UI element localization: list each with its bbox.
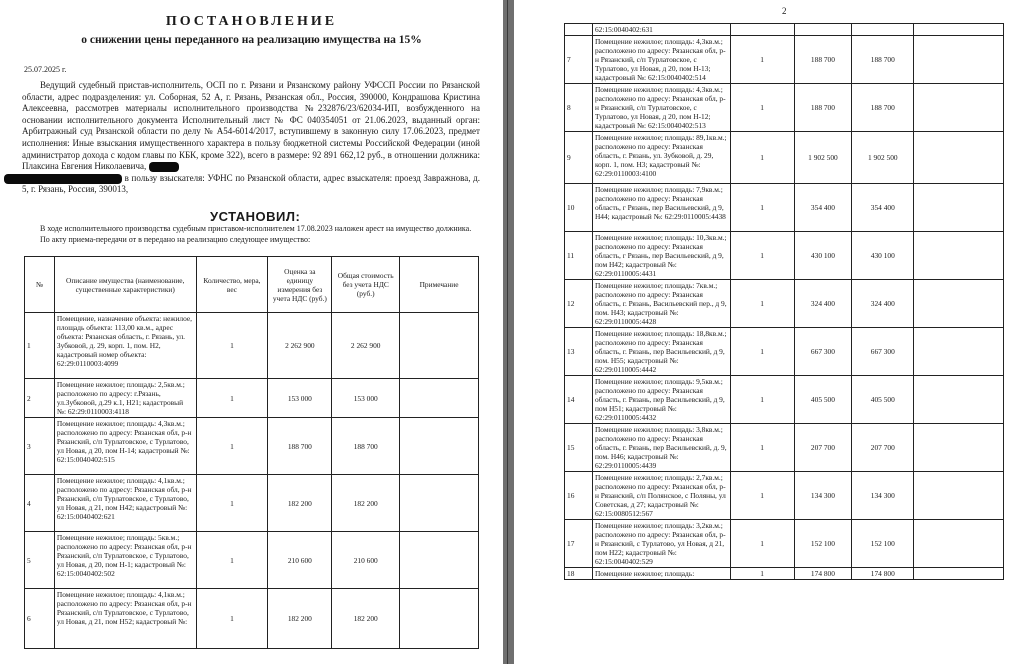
row-number-cell: 16 [565, 472, 593, 520]
total-cell: 207 700 [852, 424, 914, 472]
document-subtitle: о снижении цены переданного на реализацию имущества на 15% [81, 34, 422, 46]
table-row [25, 589, 479, 649]
row-number-cell: 18 [565, 568, 593, 580]
note-cell [914, 280, 1004, 328]
description-cell: Помещение нежилое; площадь: 4,3кв.м.; расположено по адресу: Рязанская обл, р-н Рязанский, с/п Турлатовское, с Турлатово, ул Новая, д 20, пом Н-13; кадастровый №: 62:15:0040402:514 [592, 36, 730, 84]
table-row [565, 472, 1004, 520]
note-cell [400, 313, 479, 379]
total-cell: 182 200 [332, 475, 400, 532]
note-cell [914, 132, 1004, 184]
description-cell: Помещение нежилое; площадь: 4,1кв.м.; расположено по адресу: Рязанская обл, р-н Рязанский, с/п Турлатовское, с Турлатово, ул Новая, д 21, пом Н42; кадастровый №: 62:15:0040402:621 [54, 475, 196, 532]
table-cell [852, 24, 914, 36]
quantity-cell: 1 [730, 280, 794, 328]
quantity-cell: 1 [730, 132, 794, 184]
description-cell: Помещение нежилое; площадь: 4,3кв.м.; расположено по адресу: Рязанская обл, р-н Рязанский, с/п Турлатовское, с Турлатово, ул Новая, д 20, пом Н-14; кадастровый №: 62:15:0040402:515 [54, 418, 196, 475]
description-cell: Помещение нежилое; площадь: 89,1кв.м.; расположено по адресу: Рязанская область, г. Рязань, ул. Зубковой, д. 29, корп. 1, пом. Н3; кадастровый №: 62:29:0110003:4100 [592, 132, 730, 184]
quantity-cell: 1 [196, 589, 268, 649]
description-cell: Помещение нежилое; площадь: 7,9кв.м.; расположено по адресу: Рязанская область, г Рязань, пер Васильевский, д 9, Н44; кадастровый №: 62:29:0110005:4438 [592, 184, 730, 232]
table-row [565, 132, 1004, 184]
quantity-cell: 1 [730, 84, 794, 132]
table-cell-fragment: 62:15:0040402:631 [592, 24, 730, 36]
row-number-cell: 1 [25, 313, 55, 379]
table-row [25, 418, 479, 475]
table-row [565, 424, 1004, 472]
note-cell [914, 84, 1004, 132]
transfer-text: По акту приема-передачи от в передано на реализацию следующее имущество: [40, 234, 311, 244]
note-cell [914, 376, 1004, 424]
note-cell [400, 379, 479, 418]
unit-price-cell: 152 100 [794, 520, 852, 568]
row-number-cell: 7 [565, 36, 593, 84]
quantity-cell: 1 [730, 232, 794, 280]
column-header-unit-price: Оценка за единицу измерения без учета НДС (руб.) [268, 257, 332, 313]
total-cell: 188 700 [852, 36, 914, 84]
unit-price-cell: 667 300 [794, 328, 852, 376]
column-header-quantity: Количество, мера, вес [196, 257, 268, 313]
document-title: ПОСТАНОВЛЕНИЕ [165, 14, 338, 29]
table-row [565, 36, 1004, 84]
table-row [565, 84, 1004, 132]
table-cell [565, 24, 593, 36]
description-cell: Помещение нежилое; площадь: 9,5кв.м.; расположено по адресу: Рязанская область, г. Рязань, пер Васильевский, д 9, пом Н51; кадастровый №: 62:29:0110005:4432 [592, 376, 730, 424]
unit-price-cell: 210 600 [268, 532, 332, 589]
document-date: 25.07.2025 г. [24, 65, 67, 74]
description-cell: Помещение нежилое; площадь: 10,3кв.м.; расположено по адресу: Рязанская область, г Рязань, пер Васильевский, д 9, пом Н42; кадастровый №: 62:29:0110005:4431 [592, 232, 730, 280]
row-number-cell: 11 [565, 232, 593, 280]
table-row [25, 532, 479, 589]
total-cell: 182 200 [332, 589, 400, 649]
document-page-2 [514, 0, 1024, 664]
total-cell: 405 500 [852, 376, 914, 424]
description-cell: Помещение нежилое; площадь: 2,7кв.м.; расположено по адресу: Рязанская обл, р-н Рязанский, с/п Полянское, с Поляны, ул Советская, д 27; кадастровый №: 62:15:0080512:567 [592, 472, 730, 520]
row-number-cell: 14 [565, 376, 593, 424]
unit-price-cell: 207 700 [794, 424, 852, 472]
quantity-cell: 1 [730, 184, 794, 232]
unit-price-cell: 188 700 [794, 84, 852, 132]
quantity-cell: 1 [196, 418, 268, 475]
column-header-total: Общая стоимость без учета НДС (руб.) [332, 257, 400, 313]
row-number-cell: 10 [565, 184, 593, 232]
quantity-cell: 1 [730, 424, 794, 472]
description-cell: Помещение нежилое; площадь: 3,2кв.м.; расположено по адресу: Рязанская обл, р-н Рязанский, с Турлатово, ул Новая, д 21, пом Н22; кадастровый №: 62:15:0040402:529 [592, 520, 730, 568]
note-cell [914, 520, 1004, 568]
note-cell [914, 568, 1004, 580]
note-cell [400, 475, 479, 532]
total-cell: 1 902 500 [852, 132, 914, 184]
unit-price-cell: 188 700 [794, 36, 852, 84]
description-cell: Помещение нежилое; площадь: [592, 568, 730, 580]
table-row [25, 313, 479, 379]
intro-paragraph [22, 80, 480, 196]
document-page-1 [0, 0, 503, 664]
intro-text: Ведущий судебный пристав-исполнитель, ОСП по г. Рязани и Рязанскому району УФССП России по Рязанской области, адрес подразделения: ул. Соборная, 52 А, г. Рязань, Рязанская обл., Россия, 390000, Кондрашова Кристина Алексеевна, рассмотрев материалы исполнительного производства №232876/23/62034-ИП, возбужденного на основании исполнительного документа Исполнительный лист № ФС 040354051 от 21.06.2023, выданный орган: Арбитражный суд Рязанской области по делу № А54-6014/2017, вступившему в законную силу 17.06.2023, предмет исполнения: Иные взыскания имущественного характера в пользу бюджетной системы Российской Федерации (иной администратор дохода с кодом главы по КБК, кроме 322), всего в размере: 92 891 662,12 руб., в отношении должника: Плаксина Евгения Николаевича, [22, 80, 480, 172]
table-row [565, 184, 1004, 232]
quantity-cell: 1 [196, 532, 268, 589]
unit-price-cell: 430 100 [794, 232, 852, 280]
row-number-cell: 15 [565, 424, 593, 472]
page-divider [503, 0, 514, 664]
quantity-cell: 1 [730, 568, 794, 580]
note-cell [914, 36, 1004, 84]
findings-paragraph [22, 224, 480, 245]
row-number-cell: 2 [25, 379, 55, 418]
quantity-cell: 1 [196, 379, 268, 418]
unit-price-cell: 134 300 [794, 472, 852, 520]
description-cell: Помещение нежилое; площадь: 5кв.м.; расположено по адресу: Рязанская обл, р-н Рязанский, с/п Турлатовское, с Турлатово, ул Новая, д 20, пом Н-1; кадастровый №: 62:15:0040402:502 [54, 532, 196, 589]
description-cell: Помещение, назначение объекта: нежилое, площадь объекта: 113,00 кв.м., адрес объекта: Рязанская область, г. Рязань, ул. Зубковой, д. 29, корп. 1, пом. Н2, кадастровый номер объекта: 62:29:0110003:4099 [54, 313, 196, 379]
total-cell: 153 000 [332, 379, 400, 418]
table-cell [794, 24, 852, 36]
note-cell [914, 472, 1004, 520]
table-row [565, 520, 1004, 568]
column-header-note: Примечание [400, 257, 479, 313]
total-cell: 188 700 [852, 84, 914, 132]
unit-price-cell: 354 400 [794, 184, 852, 232]
unit-price-cell: 182 200 [268, 589, 332, 649]
redaction-bar [149, 162, 179, 172]
quantity-cell: 1 [196, 475, 268, 532]
table-row [565, 232, 1004, 280]
property-table-continued [564, 23, 1004, 580]
quantity-cell: 1 [730, 328, 794, 376]
table-cell [914, 24, 1004, 36]
unit-price-cell: 2 262 900 [268, 313, 332, 379]
quantity-cell: 1 [730, 472, 794, 520]
column-header-description: Описание имущества (наименование, существенные характеристики) [54, 257, 196, 313]
total-cell: 174 800 [852, 568, 914, 580]
redaction-bar [4, 174, 122, 184]
total-cell: 430 100 [852, 232, 914, 280]
table-row [565, 568, 1004, 580]
section-heading: УСТАНОВИЛ: [210, 209, 301, 224]
note-cell [400, 532, 479, 589]
page-number: 2 [782, 6, 787, 16]
note-cell [914, 184, 1004, 232]
table-row [565, 328, 1004, 376]
row-number-cell: 3 [25, 418, 55, 475]
note-cell [914, 232, 1004, 280]
quantity-cell: 1 [730, 36, 794, 84]
quantity-cell: 1 [730, 376, 794, 424]
quantity-cell: 1 [730, 520, 794, 568]
table-row [565, 280, 1004, 328]
total-cell: 210 600 [332, 532, 400, 589]
total-cell: 2 262 900 [332, 313, 400, 379]
description-cell: Помещение нежилое; площадь: 4,1кв.м.; расположено по адресу: Рязанская обл, р-н Рязанский, с/п Турлатовское, с Турлатово, ул Новая, д 21, пом Н52; кадастровый №: [54, 589, 196, 649]
note-cell [914, 424, 1004, 472]
note-cell [914, 328, 1004, 376]
row-number-cell: 9 [565, 132, 593, 184]
table-row [25, 475, 479, 532]
description-cell: Помещение нежилое; площадь: 2,5кв.м.; расположено по адресу: г.Рязань, ул.Зубковой, д.29 к.1, Н21; кадастровый №: 62:29:0110003:4118 [54, 379, 196, 418]
row-number-cell: 8 [565, 84, 593, 132]
total-cell: 354 400 [852, 184, 914, 232]
unit-price-cell: 188 700 [268, 418, 332, 475]
quantity-cell: 1 [196, 313, 268, 379]
total-cell: 188 700 [332, 418, 400, 475]
intro-tail-text: в пользу взыскателя: УФНС по Рязанской области, адрес взыскателя: проезд Завражнова, д. 5, г. Рязань, Россия, 390013, [22, 172, 480, 195]
unit-price-cell: 324 400 [794, 280, 852, 328]
description-cell: Помещение нежилое; площадь: 3,8кв.м.; расположено по адресу: Рязанская область, г. Рязань, пер Васильевский, д. 9, пом. Н46; кадастровый №: 62:29:0110005:4439 [592, 424, 730, 472]
total-cell: 134 300 [852, 472, 914, 520]
row-number-cell: 13 [565, 328, 593, 376]
unit-price-cell: 153 000 [268, 379, 332, 418]
unit-price-cell: 1 902 500 [794, 132, 852, 184]
page-divider-line [507, 0, 508, 664]
table-cell [730, 24, 794, 36]
note-cell [400, 589, 479, 649]
property-table [24, 256, 479, 649]
column-header-number: № [25, 257, 55, 313]
total-cell: 667 300 [852, 328, 914, 376]
row-number-cell: 17 [565, 520, 593, 568]
table-row [25, 379, 479, 418]
unit-price-cell: 405 500 [794, 376, 852, 424]
total-cell: 324 400 [852, 280, 914, 328]
arrest-text: В ходе исполнительного производства судебным приставом-исполнителем 17.08.2023 наложен арест на имущество должника. [40, 224, 472, 233]
row-number-cell: 6 [25, 589, 55, 649]
row-number-cell: 4 [25, 475, 55, 532]
unit-price-cell: 174 800 [794, 568, 852, 580]
note-cell [400, 418, 479, 475]
table-row [565, 376, 1004, 424]
row-number-cell: 12 [565, 280, 593, 328]
description-cell: Помещение нежилое; площадь: 18,8кв.м.; расположено по адресу: Рязанская область, г. Рязань, пер Васильевский, д 9, пом. Н55; кадастровый №: 62:29:0110005:4442 [592, 328, 730, 376]
unit-price-cell: 182 200 [268, 475, 332, 532]
description-cell: Помещение нежилое; площадь: 4,3кв.м.; расположено по адресу: Рязанская обл, р-н Рязанский, с/п Турлатовское, с Турлатово, ул Новая, д 20, пом Н-12; кадастровый №: 62:15:0040402:513 [592, 84, 730, 132]
row-number-cell: 5 [25, 532, 55, 589]
description-cell: Помещение нежилое; площадь: 7кв.м.; расположено по адресу: Рязанская область, г. Рязань, Васильевский пер., д 9, пом. Н43; кадастровый №: 62:29:0110005:4428 [592, 280, 730, 328]
total-cell: 152 100 [852, 520, 914, 568]
